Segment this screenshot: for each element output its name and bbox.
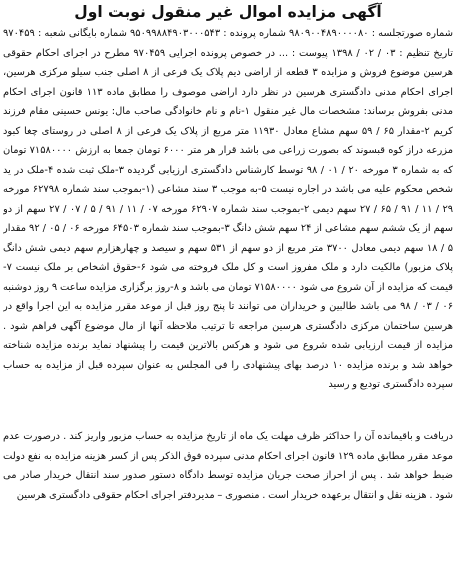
paragraph-gap bbox=[3, 417, 453, 427]
notice-title: آگهی مزایده اموال غیر منقول نوبت اول bbox=[74, 3, 382, 21]
auction-notice bbox=[3, 0, 453, 562]
notice-main-paragraph: شماره صورتجلسه : ۹۸۰۹۰۰۴۸۹۰۰۰۰۸۰ شماره پرونده : ۹۵۰۹۹۸۸۴۹۰۳۰۰۰۵۴۳ شماره بایگانی شعبه : ۹۷۰۴۵۹ تاریخ تنظیم : ۰۳ / ۰۲ / ۱۳۹۸ پیوست : ... در خصوص پرونده اجرایی ۹۷۰۴۵۹ مطرح در اجرای احکام حقوقی هرسین موضوع فروش و مزایده ۳ قطعه از اراضی دیم پلاک یک فرعی از ۸ اصلی جنب سیلو مرکزی هرسین، اجرای احکام مدنی دادگستری هرسین در نظر دارد اراضی موصوف را مطابق ماده ۱۱۳ قانون اجرای احکام مدنی بفروش برساند: مشخصات مال غیر منقول ۱-نام و نام خانوادگی صاحب مال: یونس حسینی مقام فرزند کریم ۲-مقدار ۶۵ / ۵۹ سهم مشاع معادل ۱۱۹۳۰ متر مربع از پلاک یک فرعی از ۸ اصلی در روستای چغا کبود مزرعه دراز کوه قبسوند که بصورت زراعی می باشد قرار هر متر ۶۰۰۰ تومان جمعا به ارزش ۷۱۵۸۰۰۰۰ تومان که به شماره ۳ مورخه ۲۰ / ۰۱ / ۹۸ توسط کارشناس دادگستری ارزیابی گردیده ۳-ملک ثبت شده ۴-ملک در ید شخص محکوم علیه می باشد در اجاره نیست ۵-به موجب ۳ سند مشاعی (۱-بموجب سند شماره ۶۲۷۹۸ مورخه ۲۹ / ۱۱ / ۹۱ / ۶۵ / ۲۷ سهم دیمی ۲-بموجب سند شماره ۶۲۹۰۷ مورخه ۰۷ / ۱۱ / ۹۱ / ۵ / ۰۷ / ۲۷ سهم از دو سهم از یک ششم سهم مشاعی از ۲۴ سهم شش دانگ ۳-بموجب سند شماره ۶۴۵۰۳ مورخه ۰۶ / ۰۵ / ۹۲ مقدار ۵ / ۱۸ سهم دیمی معادل ۳۷۰۰ متر مربع از دو سهم از ۵۳۱ سهم و سیصد و چهارهزارم سهم دیمی شش دانگ پلاک مزبور) مالکیت دارد و ملک مفروز است و کل ملک فروخته می شود ۶-حقوق اشخاص بر ملک نیست ۷-قیمت که مزایده از آن شروع می شود ۷۱۵۸۰۰۰۰ تومان می باشد و ۸-روز برگزاری مزایده ساعت ۹ روز دوشنبه ۰۶ / ۰۳ / ۹۸ می باشد طالبین و خریداران می توانند تا پنج روز قبل از موعد مقرر مزایده به این اجرا واقع در هرسین ساختمان مرکزی دادگستری هرسین مراجعه تا ترتیب ملاحظه آنها از مال موضوع آگهی فراهم شود . مزایده از قیمت ارزیابی شده شروع می شود و هرکس بالاترین قیمت را پیشنهاد نماید برنده مزایده شناخته خواهد شد و برنده مزایده ۱۰ درصد بهای پیشنهادی را فی المجلس به عنوان سپرده قبل از مزایده به حساب سپرده دادگستری تودیع و رسید bbox=[3, 28, 453, 390]
notice-final-paragraph: دریافت و باقیمانده آن را حداکثر ظرف مهلت یک ماه از تاریخ مزایده به حساب مزبور واریز کند . درصورت عدم موعد مقرر مطابق ماده ۱۲۹ قانون اجرای احکام مدنی سپرده فوق الذکر پس از کسر هزینه مزایده به نفع دولت ضبط خواهد شد . پس از احراز صحت جریان مزایده توسط دادگاه دستور صدور سند انتقال خریدار صادر می شود . هزینه نقل و انتقال برعهده خریدار است . منصوری – مدیردفتر اجرای احکام حقوقی دادگستری هرسین bbox=[3, 431, 453, 501]
